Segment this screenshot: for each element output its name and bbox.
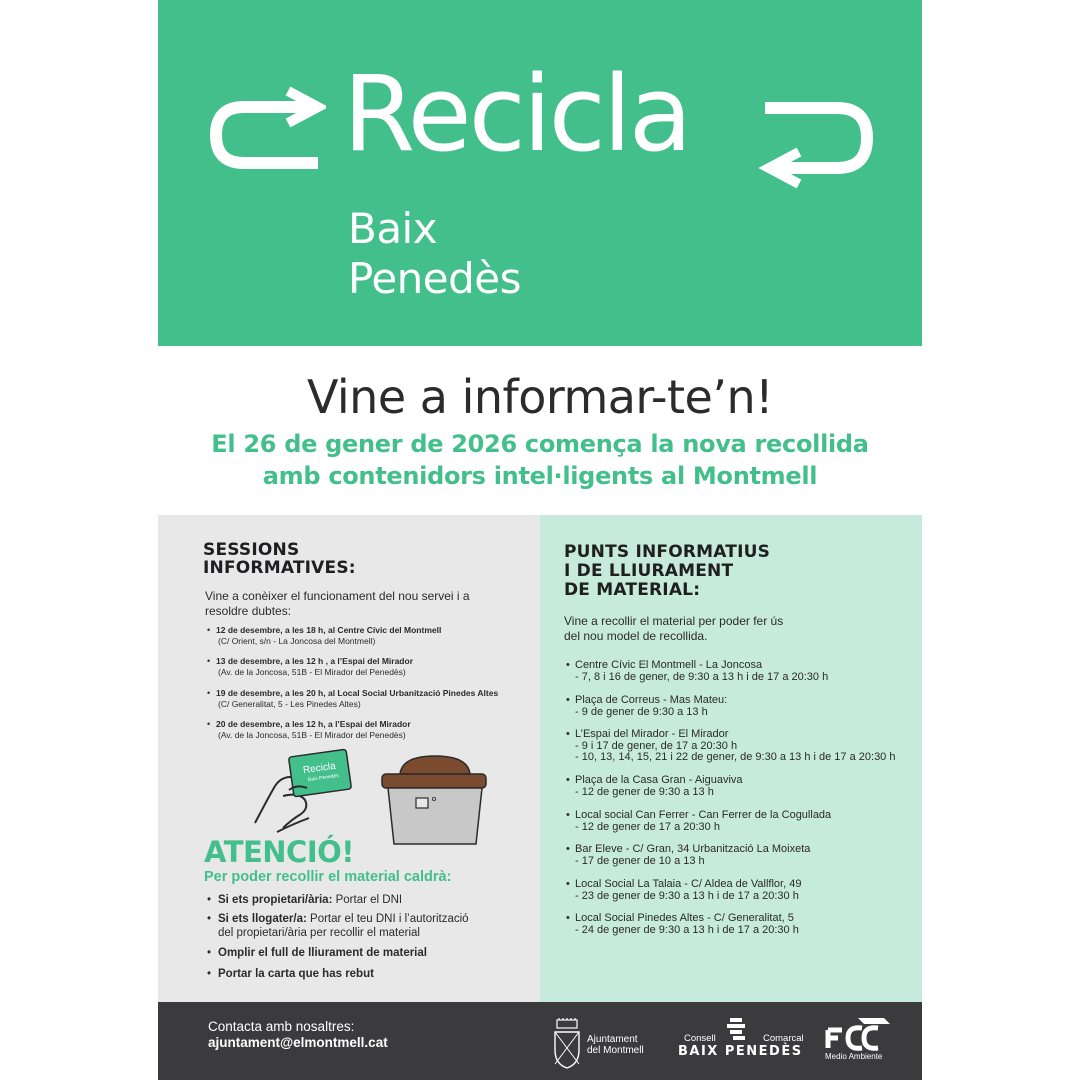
- point-item: • Plaça de la Casa Gran - Aiguaviva - 12 de gener de 9:30 a 13 h: [575, 775, 920, 798]
- hero-banner: [158, 0, 922, 346]
- ajuntament-logo: [553, 1016, 663, 1072]
- coat-of-arms-icon: [553, 1018, 581, 1070]
- ajuntament-line1: Ajuntament: [587, 1034, 638, 1045]
- card-region: Baix Penedès: [307, 772, 340, 784]
- region-line2: Penedès: [348, 254, 522, 303]
- attention-title: ATENCIÓ!: [204, 835, 355, 869]
- contact-label: Contacta amb nosaltres:: [208, 1019, 355, 1034]
- sessions-intro-line2: resoldre dubtes:: [205, 604, 292, 618]
- consell-right-text: Comarcal: [763, 1033, 804, 1044]
- point-item: • Bar Eleve - C/ Gran, 34 Urbanització La Moixeta - 17 de gener de 10 a 13 h: [575, 844, 920, 867]
- fcc-logo: [824, 1014, 894, 1070]
- consell-comarcal-logo: [678, 1016, 808, 1072]
- region-line1: Baix: [348, 204, 438, 253]
- points-intro-line1: Vine a recollir el material per poder fer ús: [564, 614, 784, 628]
- ajuntament-line2: del Montmell: [587, 1045, 644, 1056]
- subheadline-line1: El 26 de gener de 2026 comença la nova recollida: [211, 430, 869, 458]
- sessions-title-line1: SESSIONS: [203, 540, 300, 560]
- point-item: • Plaça de Correus - Mas Mateu: - 9 de gener de 9:30 a 13 h: [575, 695, 920, 718]
- points-intro-line2: del nou model de recollida.: [564, 629, 708, 643]
- footer: [158, 1002, 922, 1080]
- consell-left-text: Consell: [684, 1033, 716, 1044]
- point-item: • Local Social Pinedes Altes - C/ Generalitat, 5 - 24 de gener de 9:30 a 13 h i de 17 a 20:30 h: [575, 913, 920, 936]
- point-item: • Centre Cívic El Montmell - La Joncosa - 7, 8 i 16 de gener, de 9:30 a 13 h i de 17 a 20:30 h: [575, 660, 920, 683]
- poster: [158, 0, 922, 1080]
- session-item: • 12 de desembre, a les 18 h, al Centre Cívic del Montmell (C/ Orient, s/n - La Joncosa del Montmell): [216, 625, 536, 646]
- session-item: • 13 de desembre, a les 12 h , a l’Espai del Mirador (Av. de la Joncosa, 51B - El Mirador del Penedès): [216, 656, 536, 677]
- fcc-subtitle: Medio Ambiente: [825, 1052, 883, 1061]
- requirement-item: • Omplir el full de lliurament de material: [218, 946, 528, 960]
- session-item: • 20 de desembre, a les 12 h, a l’Espai del Mirador (Av. de la Joncosa, 51B - El Mirador del Penedès): [216, 719, 536, 740]
- recycle-arrow-right-icon: [755, 98, 880, 193]
- sessions-title-line2: INFORMATIVES:: [203, 558, 356, 578]
- sessions-intro-line1: Vine a conèixer el funcionament del nou servei i a: [205, 589, 470, 603]
- point-item: • L’Espai del Mirador - El Mirador - 9 i 17 de gener, de 17 a 20:30 h - 10, 13, 14, 15, 21 i 22 de gener, de 9:30 a 13 h i de 17 a 20:30 h: [575, 729, 920, 764]
- point-item: • Local social Can Ferrer - Can Ferrer de la Cogullada - 12 de gener de 17 a 20:30 h: [575, 810, 920, 833]
- headline: Vine a informar-te’n!: [306, 370, 774, 424]
- session-item: • 19 de desembre, a les 20 h, al Local Social Urbanització Pinedes Altes (C/ Generalitat, 5 - Les Pinedes Altes): [216, 688, 536, 709]
- consell-name: BAIX PENEDÈS: [678, 1044, 803, 1059]
- points-title-line2: I DE LLIURAMENT: [564, 561, 734, 581]
- fcc-wordmark-icon: [824, 1016, 890, 1052]
- points-title-line3: DE MATERIAL:: [564, 580, 701, 600]
- requirement-item: • Si ets propietari/ària: Portar el DNI: [218, 893, 528, 907]
- card-brand: Recicla: [302, 760, 337, 777]
- hand-holding-card-illustration: [253, 748, 358, 838]
- contact-email-link[interactable]: ajuntament@elmontmell.cat: [208, 1035, 388, 1050]
- subheadline-line2: amb contenidors intel·ligents al Montmell: [262, 462, 818, 490]
- brand-wordmark: Recicla: [343, 53, 690, 175]
- point-item: • Local Social La Talaia - C/ Aldea de Vallflor, 49 - 23 de gener de 9:30 a 13 h i de 17 a 20:30 h: [575, 879, 920, 902]
- requirement-item: • Portar la carta que has rebut: [218, 967, 528, 981]
- recycle-arrow-left-icon: [206, 85, 326, 177]
- smart-bin-illustration: [380, 752, 490, 848]
- consell-emblem-icon: [724, 1016, 750, 1042]
- attention-subtitle: Per poder recollir el material caldrà:: [204, 869, 452, 885]
- requirement-item: • Si ets llogater/a: Portar el teu DNI i l’autorització del propietari/ària per recollir el material: [218, 912, 528, 940]
- points-title-line1: PUNTS INFORMATIUS: [564, 542, 771, 562]
